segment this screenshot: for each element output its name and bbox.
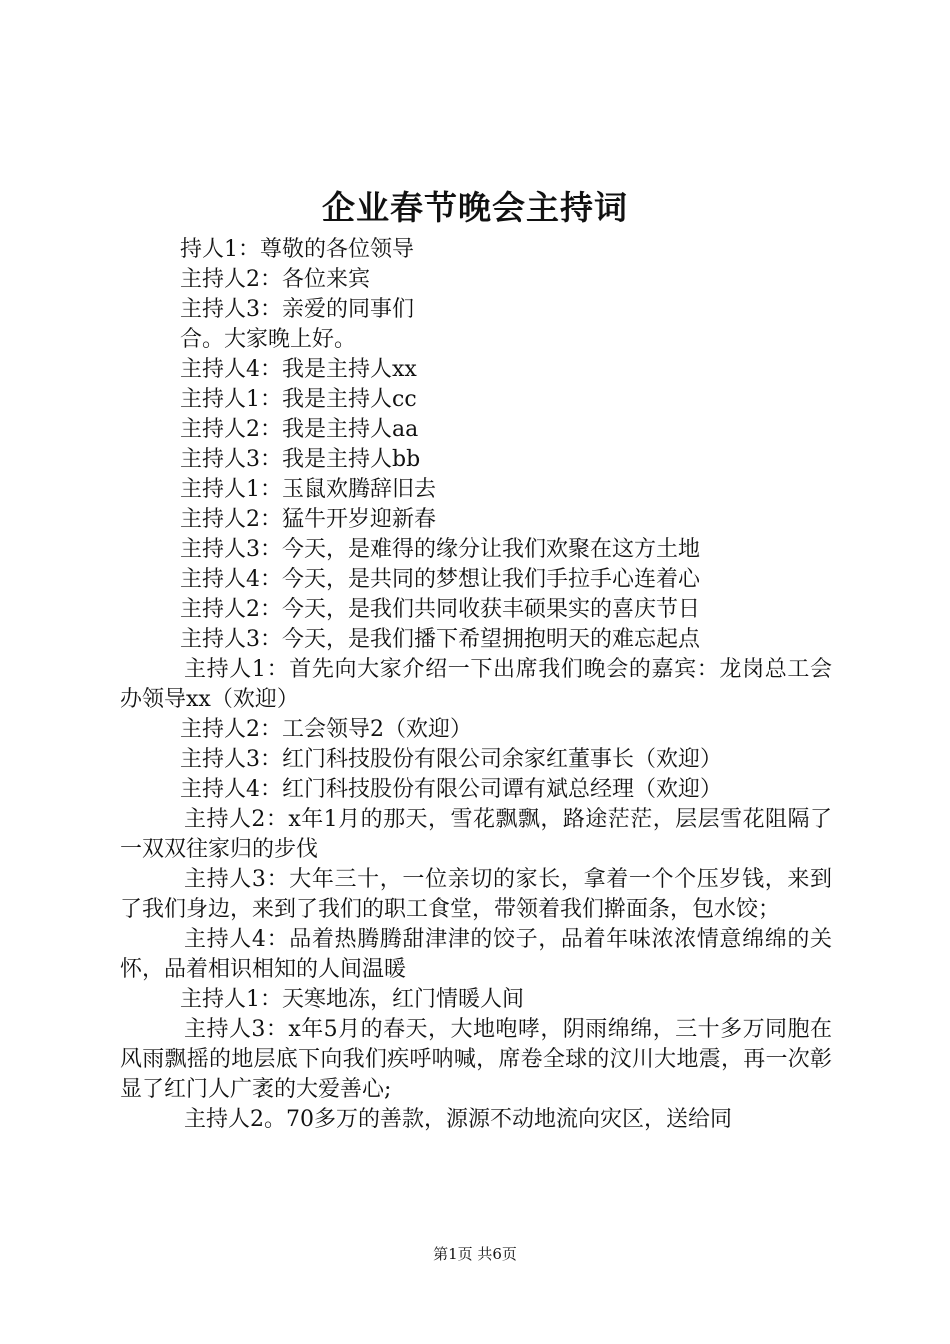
paragraph: 主持人2：我是主持人aa — [180, 417, 419, 442]
document-body — [120, 235, 832, 1135]
paragraph: 主持人2：x年1月的那天，雪花飘飘，路途茫茫，层层雪花阻隔了一双双往家归的步伐 — [120, 807, 832, 862]
page-title: 企业春节晚会主持词 — [322, 188, 628, 227]
paragraph: 主持人2：工会领导2（欢迎） — [180, 717, 472, 742]
paragraph: 主持人4：品着热腾腾甜津津的饺子，品着年味浓浓情意绵绵的关怀，品着相识相知的人间温暖 — [120, 927, 832, 982]
paragraph: 主持人2：各位来宾 — [180, 267, 370, 292]
paragraph: 主持人3：红门科技股份有限公司余家红董事长（欢迎） — [180, 747, 722, 772]
paragraph: 主持人2：今天，是我们共同收获丰硕果实的喜庆节日 — [180, 597, 700, 622]
paragraph: 主持人1：天寒地冻，红门情暖人间 — [180, 987, 524, 1012]
paragraph: 主持人2。70多万的善款，源源不动地流向灾区，送给同 — [184, 1107, 732, 1132]
paragraph: 主持人1：我是主持人cc — [180, 387, 417, 412]
paragraph: 主持人3：亲爱的同事们 — [180, 297, 414, 322]
page-footer: 第1页 共6页 — [433, 1245, 517, 1263]
paragraph: 主持人3：我是主持人bb — [180, 447, 421, 472]
paragraph: 主持人1：首先向大家介绍一下出席我们晚会的嘉宾：龙岗总工会办领导xx（欢迎） — [120, 657, 832, 712]
paragraph: 主持人3：今天，是我们播下希望拥抱明天的难忘起点 — [180, 627, 700, 652]
paragraph: 持人1：尊敬的各位领导 — [180, 237, 414, 262]
paragraph: 主持人4：我是主持人xx — [180, 357, 417, 382]
paragraph: 主持人3：x年5月的春天，大地咆哮，阴雨绵绵，三十多万同胞在风雨飘摇的地层底下向我们疾呼呐喊，席卷全球的汶川大地震，再一次彰显了红门人广袤的大爱善心; — [120, 1017, 832, 1102]
paragraph: 主持人4：红门科技股份有限公司谭有斌总经理（欢迎） — [180, 777, 722, 802]
paragraph: 主持人3：今天，是难得的缘分让我们欢聚在这方土地 — [180, 537, 700, 562]
paragraph: 主持人2：猛牛开岁迎新春 — [180, 507, 436, 532]
paragraph: 合。大家晚上好。 — [180, 327, 357, 352]
paragraph: 主持人1：玉鼠欢腾辞旧去 — [180, 477, 436, 502]
paragraph: 主持人3：大年三十，一位亲切的家长，拿着一个个压岁钱，来到了我们身边，来到了我们的职工食堂，带领着我们擀面条，包水饺； — [120, 867, 832, 922]
paragraph: 主持人4：今天，是共同的梦想让我们手拉手心连着心 — [180, 567, 700, 592]
